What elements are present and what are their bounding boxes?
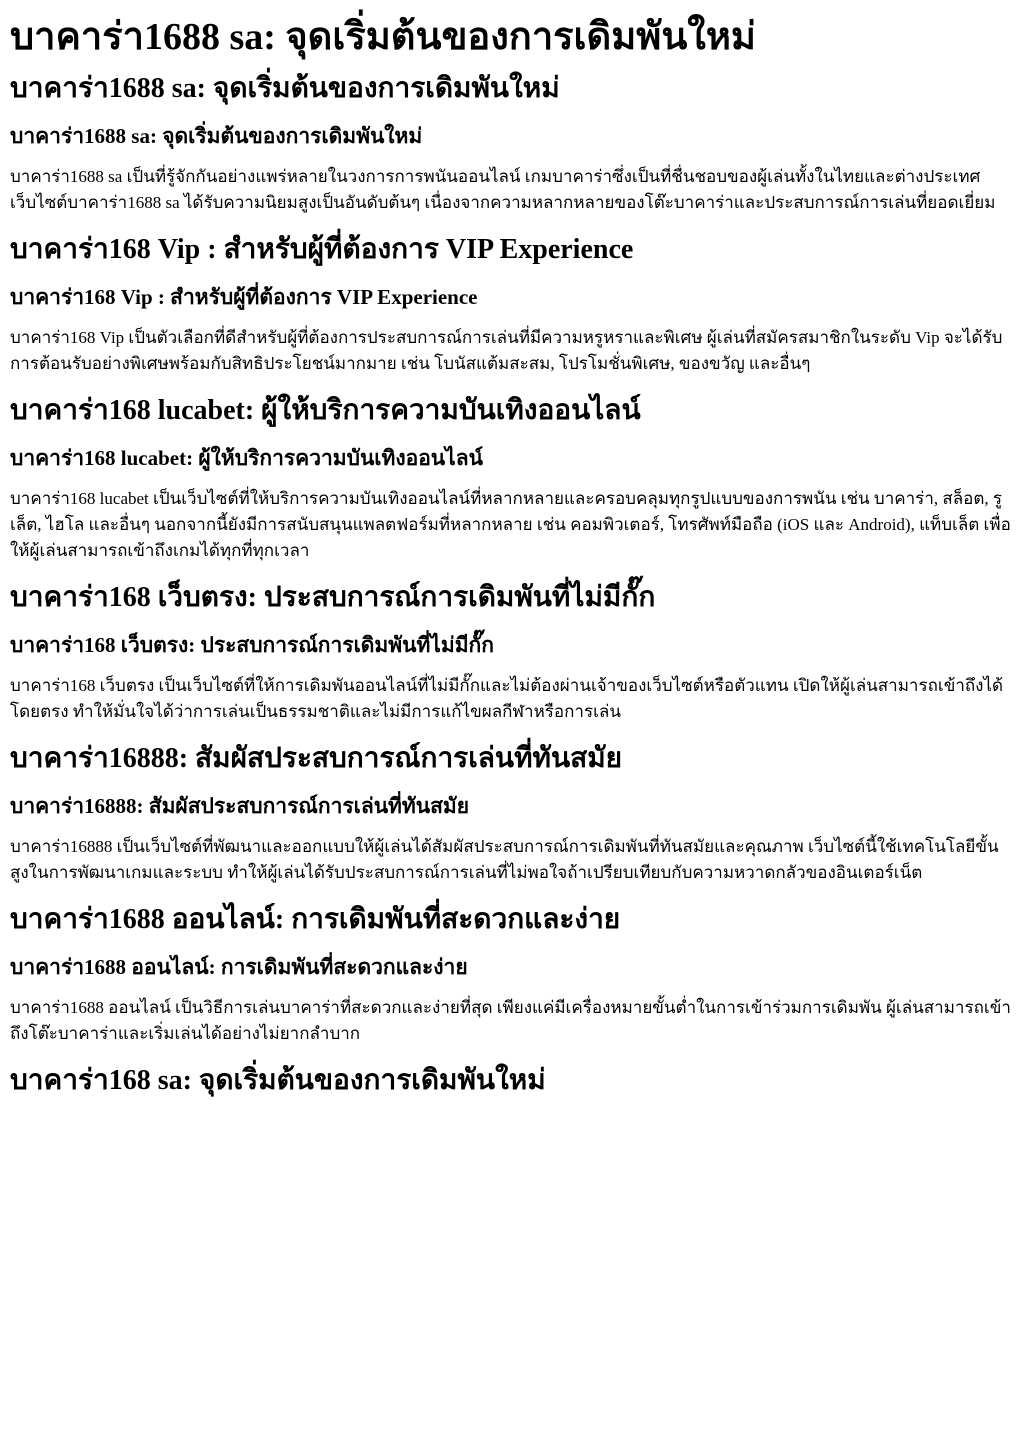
section-heading: บาคาร่า168 sa: จุดเริ่มต้นของการเดิมพันใหม่ xyxy=(10,1064,546,1096)
article-section-4 xyxy=(10,578,1014,725)
section-heading: บาคาร่า1688 sa: จุดเริ่มต้นของการเดิมพันใหม่ xyxy=(10,73,560,105)
section-heading: บาคาร่า168 lucabet: ผู้ให้บริการความบันเทิงออนไลน์ xyxy=(10,395,641,427)
article-section-5 xyxy=(10,739,1014,886)
section-subheading: บาคาร่า168 Vip : สำหรับผู้ที่ต้องการ VIP Experience xyxy=(10,284,478,309)
section-heading: บาคาร่า16888: สัมผัสประสบการณ์การเล่นที่ทันสมัย xyxy=(10,743,623,775)
article-section-7 xyxy=(10,1061,1014,1102)
section-paragraph: บาคาร่า16888 เป็นเว็บไซต์ที่พัฒนาและออกแบบให้ผู้เล่นได้สัมผัสประสบการณ์การเดิมพันที่ทันสมัยและคุณภาพ เว็บไซต์นี้ใช้เทคโนโลยีขั้นสูงในการพัฒนาเกมและระบบ ทำให้ผู้เล่นได้รับประสบการณ์การเล่นที่ไม่พอใจถ้าเปรียบเทียบกับความหวาดกลัวของอินเตอร์เน็ต xyxy=(10,836,999,882)
section-paragraph: บาคาร่า168 Vip เป็นตัวเลือกที่ดีสำหรับผู้ที่ต้องการประสบการณ์การเล่นที่มีความหรูหราและพิเศษ ผู้เล่นที่สมัครสมาชิกในระดับ Vip จะได้รับการต้อนรับอย่างพิเศษพร้อมกับสิทธิประโยชน์มากมาย เช่น โบนัสแต้มสะสม, โปรโมชั่นพิเศษ, ของขวัญ และอื่นๆ xyxy=(10,328,1003,374)
article-section-1 xyxy=(10,69,1014,216)
article-section-2 xyxy=(10,230,1014,377)
section-subheading: บาคาร่า16888: สัมผัสประสบการณ์การเล่นที่ทันสมัย xyxy=(10,793,470,818)
section-subheading: บาคาร่า168 เว็บตรง: ประสบการณ์การเดิมพันที่ไม่มีกั๊ก xyxy=(10,632,494,657)
page-title: บาคาร่า1688 sa: จุดเริ่มต้นของการเดิมพันใหม่ xyxy=(10,16,756,58)
section-paragraph: บาคาร่า1688 sa เป็นที่รู้จักกันอย่างแพร่หลายในวงการการพนันออนไลน์ เกมบาคาร่าซึ่งเป็นที่ชื่นชอบของผู้เล่นทั้งในไทยและต่างประเทศ เว็บไซต์บาคาร่า1688 sa ได้รับความนิยมสูงเป็นอันดับต้นๆ เนื่องจากความหลากหลายของโต๊ะบาคาร่าและประสบการณ์การเล่นที่ยอดเยี่ยม xyxy=(10,167,996,213)
section-paragraph: บาคาร่า1688 ออนไลน์ เป็นวิธีการเล่นบาคาร่าที่สะดวกและง่ายที่สุด เพียงแค่มีเครื่องหมายขั้นต่ำในการเข้าร่วมการเดิมพัน ผู้เล่นสามารถเข้าถึงโต๊ะบาคาร่าและเริ่มเล่นได้อย่างไม่ยากลำบาก xyxy=(10,997,1011,1043)
section-heading: บาคาร่า168 เว็บตรง: ประสบการณ์การเดิมพันที่ไม่มีกั๊ก xyxy=(10,582,656,614)
section-subheading: บาคาร่า1688 ออนไลน์: การเดิมพันที่สะดวกและง่าย xyxy=(10,954,468,979)
section-paragraph: บาคาร่า168 เว็บตรง เป็นเว็บไซต์ที่ให้การเดิมพันออนไลน์ที่ไม่มีกั๊กและไม่ต้องผ่านเจ้าของเว็บไซต์หรือตัวแทน เปิดให้ผู้เล่นสามารถเข้าถึงได้โดยตรง ทำให้มั่นใจได้ว่าการเล่นเป็นธรรมชาติและไม่มีการแก้ไขผลกีฬาหรือการเล่น xyxy=(10,676,1004,722)
article-section-6 xyxy=(10,900,1014,1047)
section-paragraph: บาคาร่า168 lucabet เป็นเว็บไซต์ที่ให้บริการความบันเทิงออนไลน์ที่หลากหลายและครอบคลุมทุกรูปแบบของการพนัน เช่น บาคาร่า, สล็อต, รูเล็ต, ไฮโล และอื่นๆ นอกจากนี้ยังมีการสนับสนุนแพลตฟอร์มที่หลากหลาย เช่น คอมพิวเตอร์, โทรศัพท์มือถือ (iOS และ Android), แท็บเล็ต เพื่อให้ผู้เล่นสามารถเข้าถึงเกมได้ทุกที่ทุกเวลา xyxy=(10,489,1011,561)
section-heading: บาคาร่า168 Vip : สำหรับผู้ที่ต้องการ VIP Experience xyxy=(10,234,634,266)
article-section-3 xyxy=(10,391,1014,564)
section-subheading: บาคาร่า168 lucabet: ผู้ให้บริการความบันเทิงออนไลน์ xyxy=(10,445,483,470)
section-heading: บาคาร่า1688 ออนไลน์: การเดิมพันที่สะดวกและง่าย xyxy=(10,903,621,935)
section-subheading: บาคาร่า1688 sa: จุดเริ่มต้นของการเดิมพันใหม่ xyxy=(10,123,423,148)
